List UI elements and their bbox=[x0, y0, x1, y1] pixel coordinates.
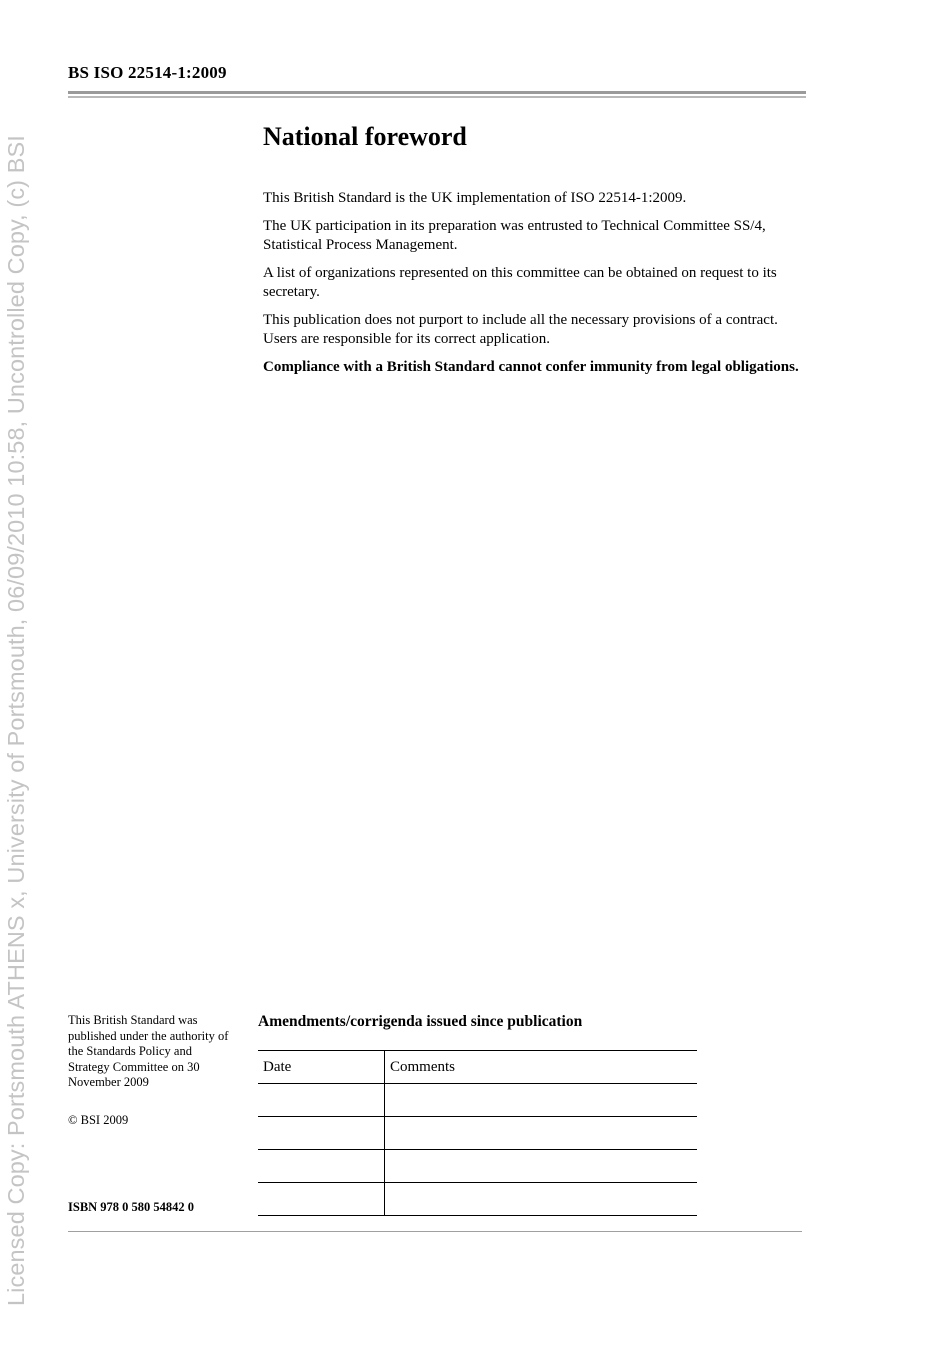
column-header-date: Date bbox=[258, 1051, 385, 1084]
table-row bbox=[258, 1117, 697, 1150]
amendments-title: Amendments/corrigenda issued since publication bbox=[258, 1013, 583, 1030]
footer-rule bbox=[68, 1231, 802, 1232]
document-code: BS ISO 22514-1:2009 bbox=[68, 63, 227, 82]
table-row bbox=[258, 1084, 697, 1117]
table-row bbox=[258, 1150, 697, 1183]
foreword-paragraph: This publication does not purport to include all the necessary provisions of a contract. Users are responsible for its correct application. bbox=[263, 312, 778, 347]
copyright-notice: © BSI 2009 bbox=[68, 1113, 129, 1127]
date-cell bbox=[258, 1150, 385, 1183]
comments-cell bbox=[385, 1084, 698, 1117]
foreword-paragraph: The UK participation in its preparation was entrusted to Technical Committee SS/4, Statistical Process Management. bbox=[263, 218, 766, 253]
comments-cell bbox=[385, 1150, 698, 1183]
table-header-row bbox=[258, 1051, 697, 1084]
comments-cell bbox=[385, 1117, 698, 1150]
isbn: ISBN 978 0 580 54842 0 bbox=[68, 1200, 195, 1214]
date-cell bbox=[258, 1084, 385, 1117]
amendments-table bbox=[258, 1050, 697, 1216]
compliance-statement: Compliance with a British Standard cannot confer immunity from legal obligations. bbox=[263, 359, 799, 375]
header-rule-bottom bbox=[68, 96, 806, 98]
header-rule-top bbox=[68, 91, 806, 94]
foreword-paragraph: A list of organizations represented on this committee can be obtained on request to its secretary. bbox=[263, 265, 777, 300]
column-header-comments: Comments bbox=[385, 1051, 698, 1084]
foreword-paragraph: This British Standard is the UK implementation of ISO 22514-1:2009. bbox=[263, 190, 687, 206]
page-title: National foreword bbox=[263, 122, 467, 151]
foreword-body bbox=[263, 189, 808, 386]
comments-cell bbox=[385, 1183, 698, 1216]
date-cell bbox=[258, 1117, 385, 1150]
publication-authority-text: This British Standard was published under the authority of the Standards Policy and Strategy Committee on 30 November 2009 bbox=[68, 1013, 229, 1089]
publication-statement bbox=[68, 1013, 233, 1091]
date-cell bbox=[258, 1183, 385, 1216]
table-row bbox=[258, 1183, 697, 1216]
license-watermark: Licensed Copy: Portsmouth ATHENS x, University of Portsmouth, 06/09/2010 10:58, Uncontrolled Copy, (c) BSI bbox=[3, 135, 29, 1306]
